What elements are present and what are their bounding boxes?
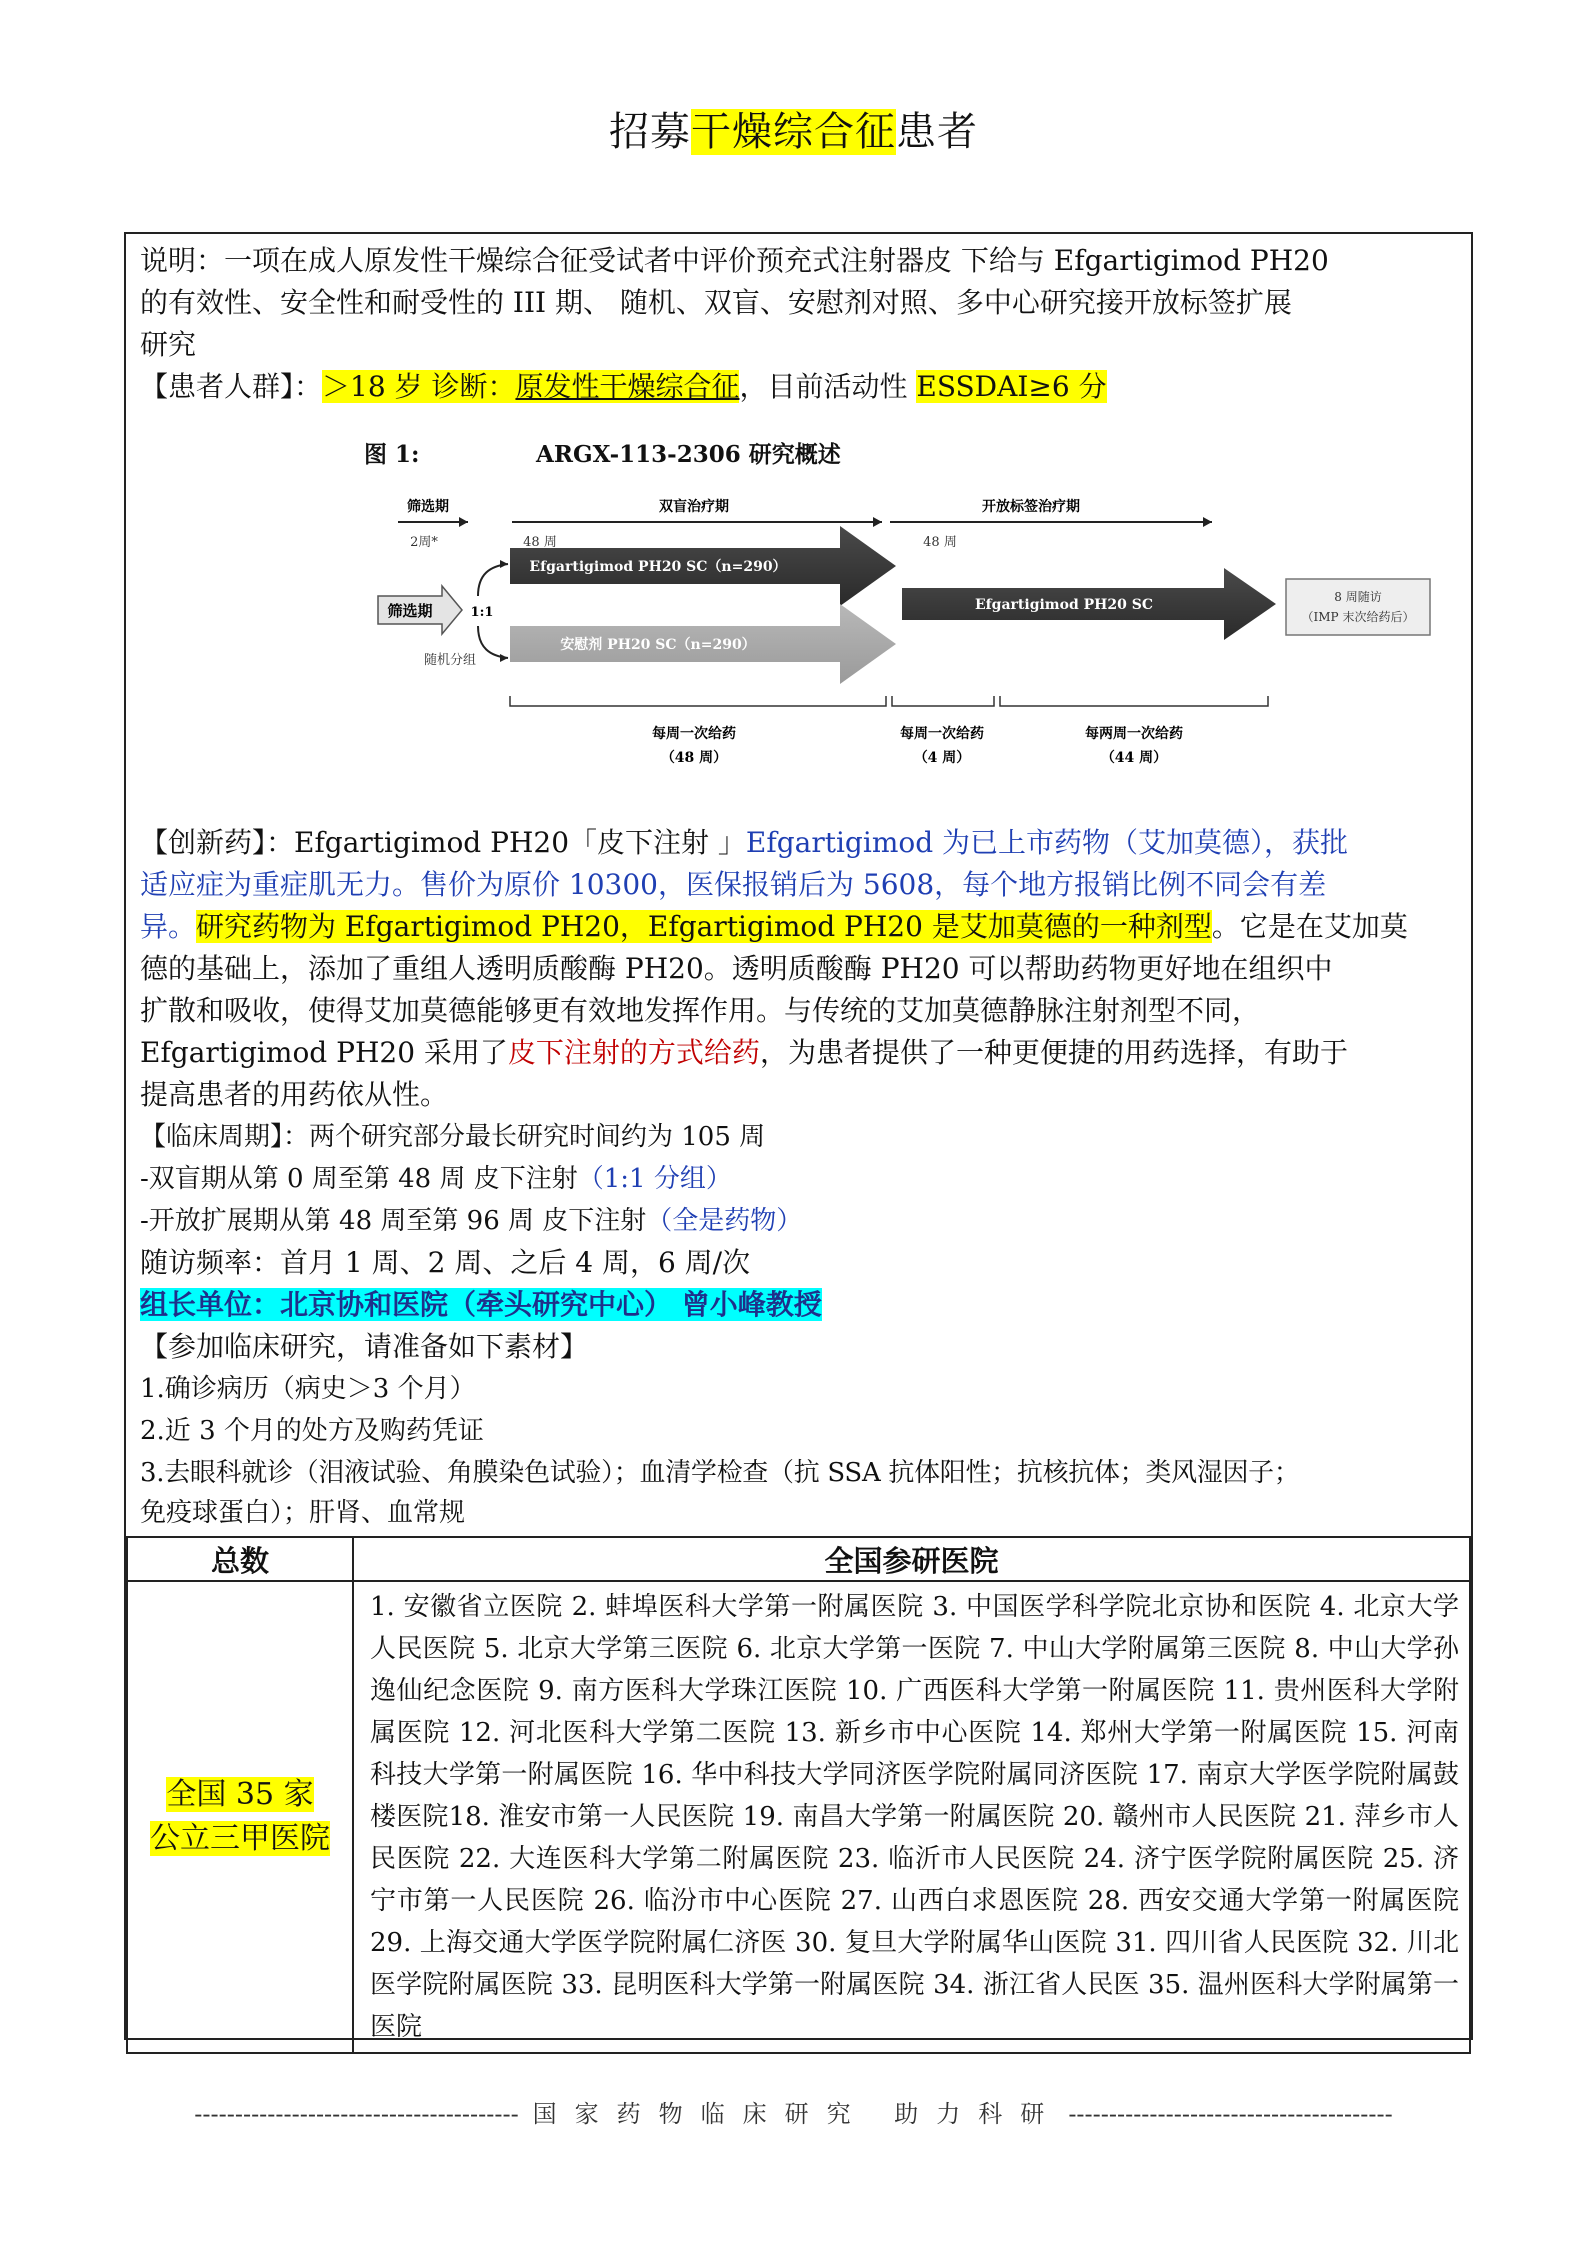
dosing-2-line-2: （4 周） bbox=[913, 750, 971, 766]
dosing-1-line-1: 每周一次给药 bbox=[652, 726, 736, 742]
drug-line-7: 提高患者的用药依从性。 bbox=[140, 1078, 449, 1111]
drug-line-2: 适应症为重症肌无力。售价为原价 10300，医保报销后为 5608，每个地方报销比例不同会有差 bbox=[140, 868, 1327, 901]
header-hospitals: 全国参研医院 bbox=[353, 1537, 1470, 1581]
leader-unit: 组长单位：北京协和医院（牵头研究中心） 曾小峰教授 bbox=[140, 1288, 822, 1321]
drug-line-3: 异。研究药物为 Efgartigimod PH20，Efgartigimod PH20 是艾加莫德的一种剂型。它是在艾加莫 bbox=[140, 910, 1408, 943]
cycle-line-3: -开放扩展期从第 48 周至第 96 周 皮下注射（全是药物） bbox=[140, 1206, 803, 1236]
page-title bbox=[0, 100, 1587, 157]
open-label-weeks: 48 周 bbox=[923, 535, 957, 550]
footer-dashes-right: ---------------------------------------- bbox=[1068, 2100, 1393, 2128]
drug-line-6: Efgartigimod PH20 采用了皮下注射的方式给药，为患者提供了一种更便捷的用药选择，有助于 bbox=[140, 1036, 1348, 1069]
screening-weeks: 2周* bbox=[410, 535, 438, 550]
footer bbox=[0, 2094, 1587, 2129]
materials-item-1: 1.确诊病历（病史＞3 个月） bbox=[140, 1374, 476, 1404]
dosing-bracket-3 bbox=[1000, 696, 1268, 706]
title-suffix: 患者 bbox=[896, 109, 978, 155]
open-label-period-label: 开放标签治疗期 bbox=[982, 499, 1080, 515]
randomization-ratio: 1:1 bbox=[470, 605, 494, 620]
dosing-1-line-2: （48 周） bbox=[660, 750, 728, 766]
population-mid: ，目前活动性 bbox=[739, 370, 917, 403]
description-line-3: 研究 bbox=[140, 328, 197, 361]
population-essdai: ESSDAI≥6 分 bbox=[916, 370, 1107, 403]
title-highlight: 干燥综合征 bbox=[691, 109, 896, 155]
total-line-2: 公立三甲医院 bbox=[150, 1821, 330, 1856]
randomization-arrow-down bbox=[500, 654, 508, 662]
double-blind-weeks: 48 周 bbox=[523, 535, 557, 550]
total-line-1: 全国 35 家 bbox=[166, 1777, 314, 1812]
double-blind-period-label: 双盲治疗期 bbox=[659, 499, 729, 515]
figure-title: ARGX-113-2306 研究概述 bbox=[536, 441, 841, 468]
description-line-2: 的有效性、安全性和耐受性的 III 期、 随机、双盲、安慰剂对照、多中心研究接开放标签扩展 bbox=[140, 286, 1292, 319]
drug-line-5: 扩散和吸收，使得艾加莫德能够更有效地发挥作用。与传统的艾加莫德静脉注射剂型不同， bbox=[140, 994, 1261, 1027]
header-total: 总数 bbox=[127, 1537, 353, 1581]
materials-item-3b: 免疫球蛋白）；肝肾、血常规 bbox=[140, 1498, 466, 1528]
cycle-line-1: 【临床周期】：两个研究部分最长研究时间约为 105 周 bbox=[140, 1122, 766, 1152]
placebo-arm-label: 安慰剂 PH20 SC（n=290） bbox=[560, 637, 756, 653]
materials-item-2: 2.近 3 个月的处方及购药凭证 bbox=[140, 1416, 484, 1446]
hospital-table bbox=[126, 1536, 1471, 2054]
materials-item-3a: 3.去眼科就诊（泪液试验、角膜染色试验）；血清学检查（抗 SSA 抗体阳性；抗核抗体；类风湿因子； bbox=[140, 1458, 1300, 1488]
description-line-1: 说明：一项在成人原发性干燥综合征受试者中评价预充式注射器皮 下给与 Efgartigimod PH20 bbox=[140, 244, 1329, 277]
drug-line-4: 德的基础上，添加了重组人透明质酸酶 PH20。透明质酸酶 PH20 可以帮助药物更好地在组织中 bbox=[140, 952, 1333, 985]
screening-period-label: 筛选期 bbox=[407, 499, 449, 515]
table-row bbox=[127, 1581, 1470, 2053]
randomization-curve-up bbox=[478, 564, 508, 596]
footer-dashes-left: ---------------------------------------- bbox=[194, 2100, 519, 2128]
followup-box bbox=[1286, 579, 1430, 635]
population-diagnosis: 原发性干燥综合征 bbox=[515, 370, 740, 403]
active-arm-label: Efgartigimod PH20 SC（n=290） bbox=[529, 559, 787, 575]
dosing-2-line-1: 每周一次给药 bbox=[900, 726, 984, 742]
cycle-line-2: -双盲期从第 0 周至第 48 周 皮下注射（1:1 分组） bbox=[140, 1164, 732, 1194]
population-age: ＞18 岁 诊断： bbox=[322, 370, 516, 403]
randomization-curve-down bbox=[478, 626, 508, 658]
dosing-bracket-1 bbox=[510, 696, 886, 706]
drug-line-1: 【创新药】：Efgartigimod PH20「皮下注射 」Efgartigimod 为已上市药物（艾加莫德），获批 bbox=[140, 826, 1349, 859]
materials-header: 【参加临床研究，请准备如下素材】 bbox=[140, 1330, 589, 1363]
study-overview-figure bbox=[228, 426, 1415, 801]
open-label-arrowhead bbox=[1203, 517, 1212, 527]
hospital-list: 1. 安徽省立医院 2. 蚌埠医科大学第一附属医院 3. 中国医学科学院北京协和医院 4. 北京大学人民医院 5. 北京大学第三医院 6. 北京大学第一医院 7. 中山大学附属第三医院 8. 中山大学孙逸仙纪念医院 9. 南方医科大学珠江医院 10. 广西医科大学第一附属医院 11. 贵州医科大学附属医院 12. 河北医科大学第二医院 13. 新乡市中心医院 14. 郑州大学第一附属医院 15. 河南科技大学第一附属医院 16. 华中科技大学同济医学院附属同济医院 17. 南京大学医学院附属鼓楼医院18. 淮安市第一人民医院 19. 南昌大学第一附属医院 20. 赣州市人民医院 21. 萍乡市人民医院 22. 大连医科大学第二附属医院 23. 临沂市人民医院 24. 济宁医学院附属医院 25. 济宁市第一人民医院 26. 临汾市中心医院 27. 山西白求恩医院 28. 西安交通大学第一附属医院 29. 上海交通大学医学院附属仁济医 30. 复旦大学附属华山医院 31. 四川省人民医院 32. 川北医学院附属医院 33. 昆明医科大学第一附属医院 34. 浙江省人民医 35. 温州医科大学附属第一医院 bbox=[353, 1581, 1470, 2053]
screening-box-label: 筛选期 bbox=[387, 602, 433, 620]
open-label-arm-label: Efgartigimod PH20 SC bbox=[974, 597, 1154, 613]
cycle-line-4: 随访频率：首月 1 周、2 周、之后 4 周，6 周/次 bbox=[140, 1246, 751, 1279]
dosing-3-line-2: （44 周） bbox=[1100, 750, 1168, 766]
dosing-bracket-2 bbox=[892, 696, 994, 706]
total-cell bbox=[127, 1581, 353, 2053]
dosing-3-line-1: 每两周一次给药 bbox=[1085, 726, 1183, 742]
figure-caption: 图 1: bbox=[364, 441, 420, 468]
main-content-box bbox=[124, 232, 1473, 2040]
population-label: 【患者人群】： bbox=[140, 370, 323, 403]
screening-arrowhead bbox=[459, 517, 468, 527]
randomization-arrow-up bbox=[500, 560, 508, 568]
footer-text: 国家药物临床研究 助力科研 bbox=[532, 2100, 1063, 2128]
followup-line-2: （IMP 末次给药后） bbox=[1301, 610, 1415, 624]
patient-population bbox=[140, 366, 1457, 408]
randomization-label: 随机分组 bbox=[423, 653, 477, 668]
title-prefix: 招募 bbox=[609, 109, 691, 155]
double-blind-arrowhead bbox=[873, 517, 882, 527]
followup-line-1: 8 周随访 bbox=[1334, 590, 1382, 604]
table-header-row bbox=[127, 1537, 1470, 1581]
